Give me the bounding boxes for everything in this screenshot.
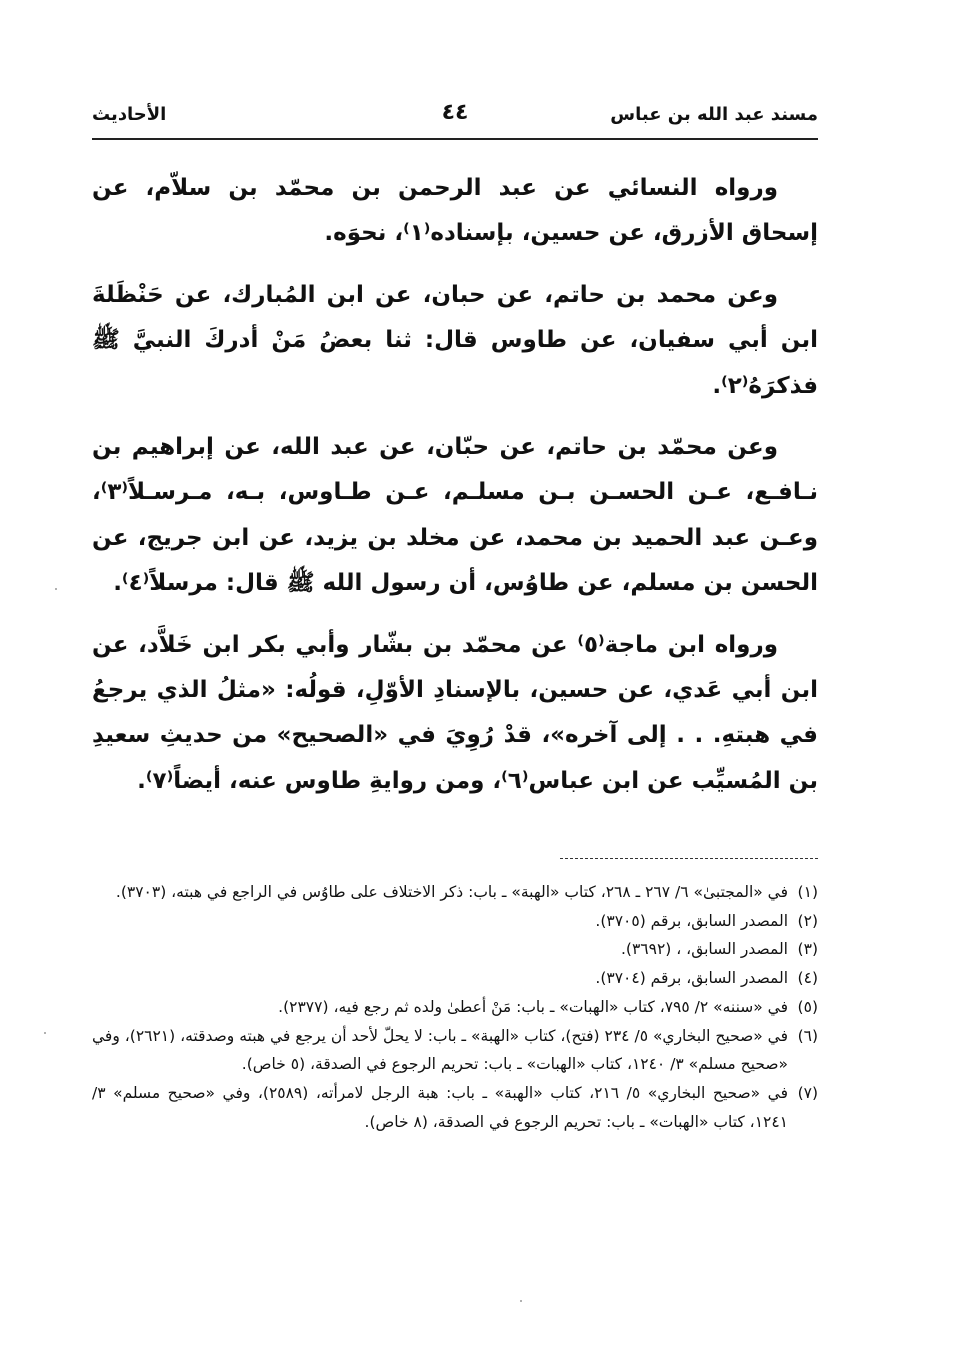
footnote-text: في «سننه» ٢/ ٧٩٥، كتاب «الهبات» ـ باب: مَنْ أعطىٰ ولده ثم رجع فيه، (٢٣٧٧). bbox=[278, 997, 788, 1016]
footnote-6 bbox=[92, 1022, 818, 1079]
footnote-text: المصدر السابق، ، (٣٦٩٢). bbox=[620, 940, 788, 959]
footnote-number: (١) bbox=[797, 883, 818, 901]
paragraph-3: وعن محمّد بن حاتم، عن حبّان، عن عبد الله، عن إبراهيم بن نـافـع، عـن الحسـن بـن مسلـم، عـن طـاوس، بـه، مـرسـلاً⁽٣⁾، وعـن عبد الحميد بن محمد، عن مخلد بن يزيد، عن ابن جريج، عن الحسن بن مسلم، عن طاوُس، أن رسول الله ﷺ قال: مرسلاً⁽٤⁾. bbox=[92, 434, 818, 597]
book-title: مسند عبد الله بن عباس bbox=[610, 104, 818, 125]
section-title: الأحاديث bbox=[92, 104, 167, 125]
paragraph-1: ورواه النسائي عن عبد الرحمن بن محمّد بن سلاّم، عن إسحاق الأزرق، عن حسين، بإسناده⁽١⁾، نحوَه. bbox=[92, 175, 818, 247]
footnote-1 bbox=[92, 878, 818, 907]
scan-speck bbox=[520, 1300, 522, 1302]
footnotes bbox=[92, 878, 818, 1136]
scan-speck bbox=[55, 588, 57, 590]
footnote-4 bbox=[92, 964, 818, 993]
footnote-text: المصدر السابق، برقم (٣٧٠٥). bbox=[595, 911, 788, 930]
footnote-text: في «صحيح البخاري» ٥/ ٢١٦، كتاب «الهبة» ـ باب: هبة الرجل لامرأته، (٢٥٨٩)، وفي «صحيح مسلم» ٣/ ١٢٤١، كتاب «الهبات» ـ باب: تحريم الرجوع في الصدقة، (٨ خاص). bbox=[92, 1083, 789, 1131]
running-header bbox=[92, 98, 818, 134]
paragraph-4: ورواه ابن ماجة⁽٥⁾ عن محمّد بن بشّار وأبي بكر ابن خَلاَّد، عن ابن أبي عَدي، عن حسين، بالإسنادِ الأوّلِ، قولُه: «مثلُ الذي يرجعُ في هبتهِ. . . إلى آخره»، قدْ رُوِيَ في «الصحيح» من حديثِ سعيدِ بن المُسيِّب عن ابن عباس⁽٦⁾، ومن روايةِ طاوس عنه، أيضاً⁽٧⁾. bbox=[92, 631, 818, 794]
footnote-number: (٢) bbox=[797, 911, 818, 930]
footnote-text: المصدر السابق، برقم (٣٧٠٤). bbox=[595, 969, 788, 988]
footnote-number: (٤) bbox=[797, 969, 818, 988]
footnote-separator bbox=[560, 858, 818, 859]
footnote-number: (٥) bbox=[797, 997, 818, 1016]
scan-speck bbox=[44, 1032, 46, 1034]
page-number: ٤٤ bbox=[441, 100, 469, 125]
footnote-7 bbox=[92, 1079, 818, 1136]
footnote-text: في «صحيح البخاري» ٥/ ٢٣٤ (فتح)، كتاب «الهبة» ـ باب: لا يحلّ لأحد أن يرجع في هبته وصدقته، (٢٦٢١)، وفي «صحيح مسلم» ٣/ ١٢٤٠، كتاب «الهبات» ـ باب: تحريم الرجوع في الصدقة، (٥ خاص). bbox=[92, 1026, 789, 1074]
footnote-5 bbox=[92, 993, 818, 1022]
paragraph-2: وعن محمد بن حاتم، عن حبان، عن ابن المُبارك، عن حَنْظَلةَ ابن أبي سفيان، عن طاوس قال: ثنا بعضُ مَنْ أدركَ النبيَّ ﷺ فذكرَهُ⁽٢⁾. bbox=[92, 281, 818, 399]
footnote-3 bbox=[92, 935, 818, 964]
footnote-text: في «المجتبىٰ» ٦/ ٢٦٧ ـ ٢٦٨، كتاب «الهبة» ـ باب: ذكر الاختلاف على طاوُس في الراجع في هبته، (٣٧٠٣). bbox=[115, 883, 788, 901]
footnote-number: (٧) bbox=[797, 1083, 819, 1102]
footnote-number: (٦) bbox=[797, 1026, 819, 1045]
header-rule bbox=[92, 138, 818, 140]
footnote-number: (٣) bbox=[797, 940, 818, 959]
footnote-2 bbox=[92, 907, 818, 936]
main-text bbox=[92, 166, 818, 820]
